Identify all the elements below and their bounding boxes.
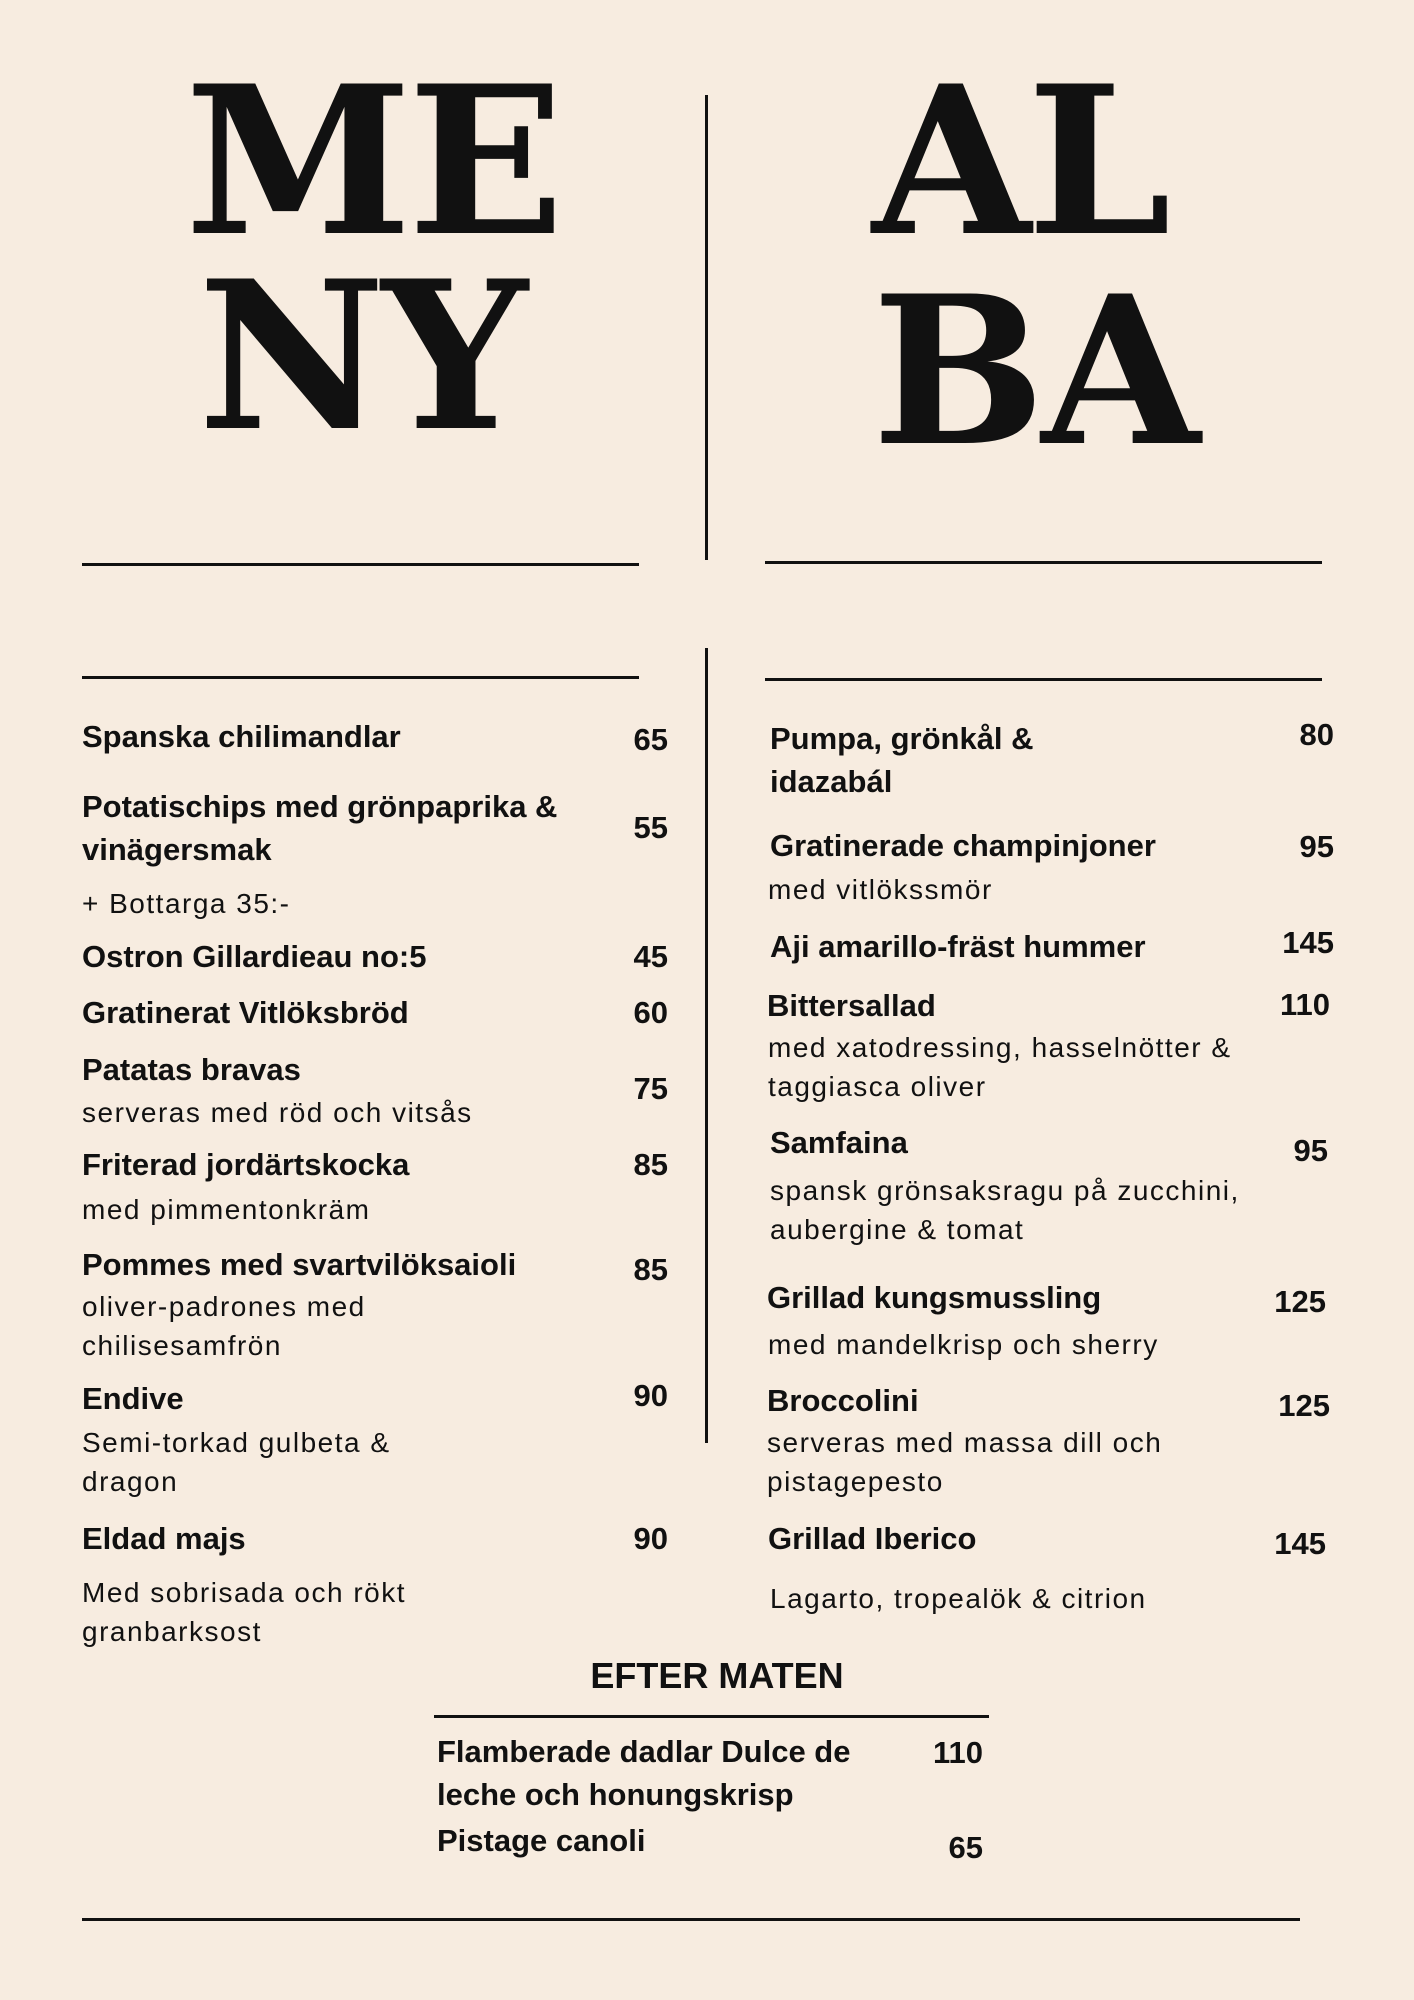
- menu-item-name: Gratinerat Vitlöksbröd: [82, 995, 409, 1030]
- menu-item-price: 85: [633, 1147, 668, 1182]
- menu-item-name: Gratinerade champinjoner: [770, 828, 1156, 863]
- dessert-heading: EFTER MATEN: [590, 1655, 844, 1696]
- dessert-item-name: Pistage canoli: [437, 1823, 646, 1858]
- menu-item-name: Aji amarillo-fräst hummer: [770, 929, 1146, 964]
- menu-item-name: Grillad kungsmussling: [767, 1280, 1102, 1315]
- menu-item-desc: Semi-torkad gulbeta & dragon: [82, 1427, 391, 1497]
- menu-item-price: 145: [1274, 1526, 1326, 1561]
- menu-item-price: 125: [1274, 1284, 1326, 1319]
- menu-item-price: 95: [1293, 1133, 1328, 1168]
- menu-item-name: Pumpa, grönkål & idazabál: [770, 721, 1034, 799]
- menu-item-name: Friterad jordärtskocka: [82, 1147, 410, 1182]
- menu-vertical-divider: [705, 648, 708, 1443]
- header-vertical-divider: [705, 95, 708, 560]
- menu-item-price: 145: [1282, 925, 1334, 960]
- title-alba-line2: BA: [872, 252, 1197, 492]
- title-alba-line1: AL: [872, 42, 1168, 282]
- menu-item-desc: med xatodressing, hasselnötter & taggiasca oliver: [768, 1032, 1232, 1102]
- menu-item-name: Grillad Iberico: [768, 1521, 977, 1556]
- menu-item-name: Pommes med svartvilöksaioli: [82, 1247, 517, 1282]
- menu-item-price: 75: [633, 1071, 668, 1106]
- menu-item-price: 95: [1299, 829, 1334, 864]
- menu-item-price: 90: [633, 1378, 668, 1413]
- menu-item-name: Ostron Gillardieau no:5: [82, 939, 427, 974]
- title-meny-line2: NY: [198, 237, 524, 477]
- menu-item-name: Patatas bravas: [82, 1052, 301, 1087]
- menu-item-price: 80: [1299, 717, 1334, 752]
- menu-item-name: Samfaina: [770, 1125, 908, 1160]
- menu-item-price: 55: [633, 810, 668, 845]
- menu-item-price: 60: [633, 995, 668, 1030]
- menu-item-price: 125: [1278, 1388, 1330, 1423]
- menu-item-desc: med pimmentonkräm: [82, 1194, 371, 1225]
- dessert-item-price: 110: [932, 1735, 983, 1770]
- menu-item-price: 45: [633, 939, 668, 974]
- menu-item-desc: Med sobrisada och rökt granbarksost: [82, 1577, 407, 1647]
- menu-item-name: Broccolini: [767, 1383, 919, 1418]
- header-rule-right: [765, 561, 1322, 564]
- menu-item-desc: med vitlökssmör: [768, 874, 993, 905]
- menu-item-name: Potatischips med grönpaprika & vinägersmak: [82, 789, 558, 867]
- menu-item-name: Spanska chilimandlar: [82, 719, 401, 754]
- menu-item-name: Eldad majs: [82, 1521, 246, 1556]
- menu-item-note: + Bottarga 35:-: [82, 888, 291, 919]
- menu-rule-left: [82, 676, 639, 679]
- menu-item-name: Bittersallad: [767, 988, 936, 1023]
- menu-item-price: 85: [633, 1252, 668, 1287]
- menu-item-price: 65: [633, 722, 668, 757]
- dessert-item-name: Flamberade dadlar Dulce de leche och honungskrisp: [437, 1734, 851, 1812]
- dessert-item-price: 65: [948, 1830, 983, 1865]
- menu-item-desc: med mandelkrisp och sherry: [768, 1329, 1159, 1360]
- menu-rule-right: [765, 678, 1322, 681]
- menu-item-desc: spansk grönsaksragu på zucchini, aubergine & tomat: [770, 1175, 1240, 1245]
- menu-item-desc: Lagarto, tropealök & citrion: [770, 1583, 1147, 1614]
- title-meny-line1: ME: [185, 42, 561, 282]
- menu-item-price: 110: [1279, 987, 1330, 1022]
- menu-item-desc: serveras med massa dill och pistagepesto: [767, 1427, 1163, 1497]
- menu-item-desc: oliver-padrones med chilisesamfrön: [82, 1291, 366, 1361]
- dessert-rule: [434, 1715, 989, 1718]
- menu-item-price: 90: [633, 1521, 668, 1556]
- header-rule-left: [82, 563, 639, 566]
- menu-item-name: Endive: [82, 1381, 184, 1416]
- footer-rule: [82, 1918, 1300, 1921]
- menu-item-desc: serveras med röd och vitsås: [82, 1097, 473, 1128]
